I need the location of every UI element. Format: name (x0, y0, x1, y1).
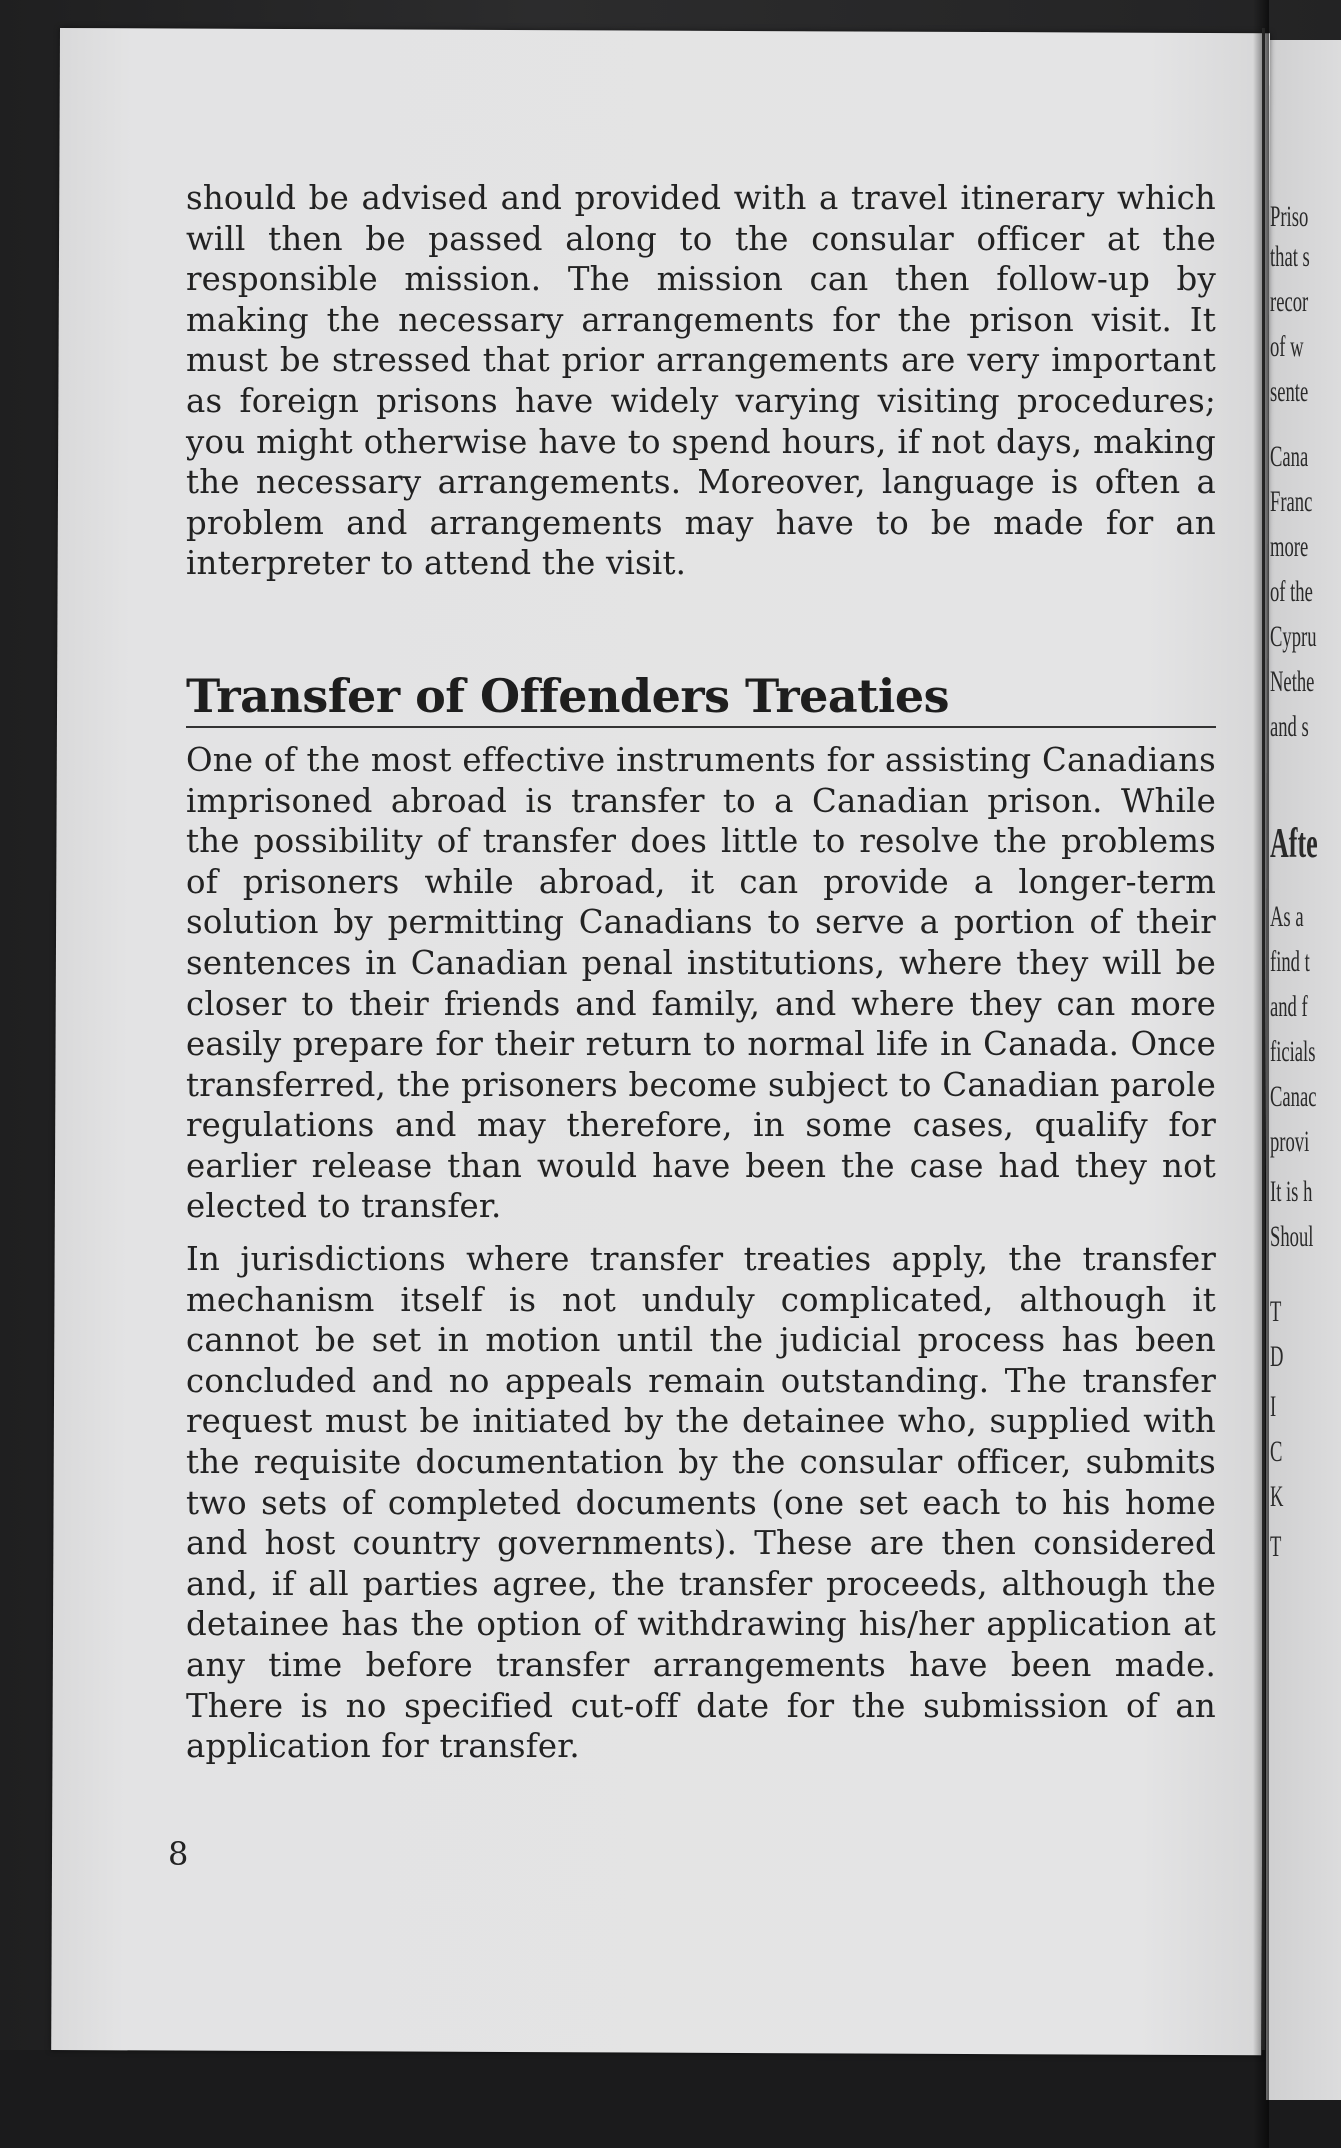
facing-page-fragment: It is h (1270, 1175, 1313, 1208)
facing-page-fragment: As a (1270, 900, 1304, 933)
body-paragraph-2: In jurisdictions where transfer treaties apply, the transfer mechanism itself is not unduly complicated, although it cannot be set in motion until the judicial process has been concluded and no appeals remain outstanding. The transfer request must be initiated by the detainee who, supplied with the requisite documentation by the consular officer, submits two sets of completed documents (one set each to his home and host country governments). These are then considered and, if all parties agree, the transfer proceeds, although the detainee has the option of withdrawing his/her application at any time before transfer arrangements have been made. There is no specified cut-off date for the submission of an application for transfer. (186, 1240, 1216, 1766)
facing-page-fragment: D (1270, 1340, 1284, 1373)
facing-page-fragment: Cana (1270, 440, 1309, 473)
facing-page-fragment: ficials (1270, 1035, 1316, 1068)
book-spine-shadow (1253, 0, 1269, 2148)
facing-page-fragment: Franc (1270, 485, 1313, 518)
section-heading-rule (186, 668, 1216, 728)
table-surface (0, 2050, 1341, 2148)
facing-page-fragment: sente (1270, 375, 1309, 408)
section-heading: Transfer of Offenders Treaties (186, 668, 950, 723)
page-number: 8 (168, 1835, 189, 1873)
facing-page-fragment: and f (1270, 990, 1308, 1023)
facing-page-fragment: more (1270, 530, 1309, 563)
facing-page-fragment: of the (1270, 575, 1313, 608)
facing-page-fragment: that s (1270, 240, 1310, 273)
facing-page-fragment: of w (1270, 330, 1304, 363)
facing-page-fragment: T (1270, 1530, 1282, 1563)
facing-page-fragment: find t (1270, 945, 1310, 978)
facing-page-fragment: C (1270, 1435, 1283, 1468)
facing-page-fragment: Shoul (1270, 1220, 1314, 1253)
facing-page-fragment: T (1270, 1295, 1282, 1328)
facing-page-fragment: K (1270, 1480, 1284, 1513)
facing-page-fragment: Priso (1270, 200, 1309, 233)
facing-page-fragment: provi (1270, 1125, 1310, 1158)
page-content (186, 178, 1216, 1767)
body-paragraph-1: One of the most effective instruments for assisting Canadians imprisoned abroad is transfer to a Canadian prison. While the possibility of transfer does little to resolve the problems of prisoners while abroad, it can provide a longer-term solution by permitting Canadians to serve a portion of their sentences in Canadian penal institutions, where they will be closer to their friends and family, and where they can more easily prepare for their return to normal life in Canada. Once transferred, the prisoners become subject to Canadian parole regulations and may therefore, in some cases, qualify for earlier release than would have been the case had they not elected to transfer. (186, 740, 1216, 1226)
facing-page-heading-fragment: Afte (1270, 821, 1318, 867)
facing-page-fragment: Nethe (1270, 665, 1315, 698)
continued-paragraph: should be advised and provided with a travel itinerary which will then be passed along to the consular officer at the responsible mission. The mission can then follow-up by making the necessary arrangements for the prison visit. It must be stressed that prior arrangements are very important as foreign prisons have widely varying visiting procedures; you might otherwise have to spend hours, if not days, making the necessary arrangements. Moreover, language is often a problem and arrangements may have to be made for an interpreter to attend the visit. (186, 179, 1216, 583)
facing-page-fragment: and s (1270, 710, 1309, 743)
facing-page-fragment: I (1270, 1390, 1277, 1423)
facing-page-fragment: Canac (1270, 1080, 1317, 1113)
facing-page-fragment: recor (1270, 285, 1309, 318)
facing-page-edge (1266, 40, 1341, 2100)
facing-page-fragment: Cypru (1270, 620, 1317, 653)
